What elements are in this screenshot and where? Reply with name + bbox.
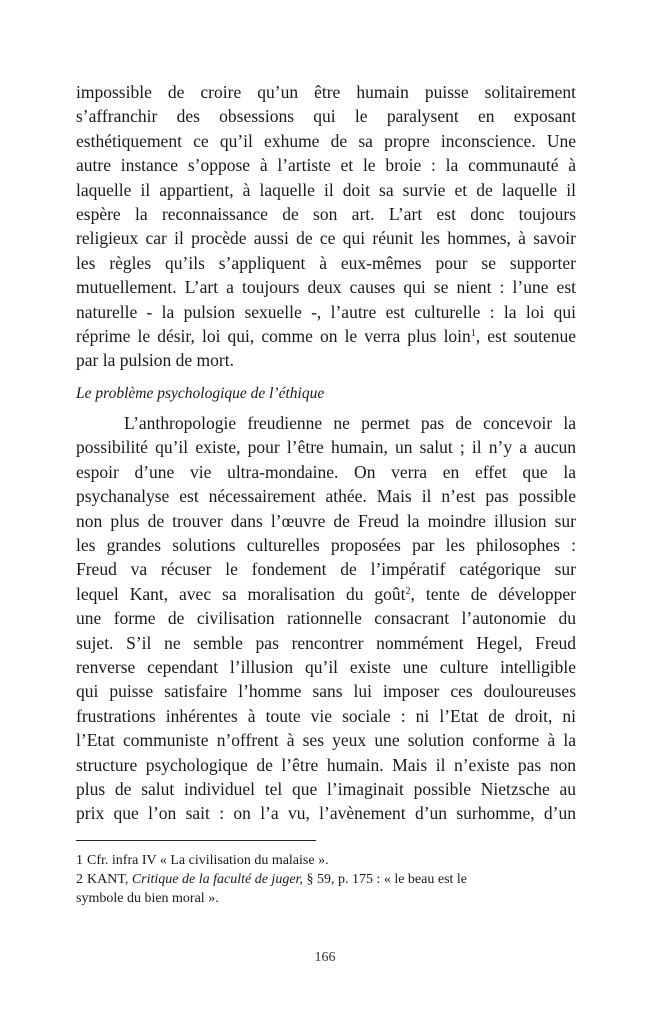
text-line: possibilité qu’il existe, pour l’être humain, un salut ; il n’y a aucun bbox=[76, 437, 576, 458]
footnote-author: KANT, bbox=[87, 871, 132, 887]
footnote-ref-2[interactable]: 2 bbox=[405, 585, 411, 597]
footnote-mark: 2 bbox=[76, 871, 83, 887]
section-heading: Le problème psychologique de l’éthique bbox=[76, 384, 325, 402]
paragraph-2 bbox=[76, 411, 576, 826]
text-segment: lequel Kant, avec sa moralisation du goût bbox=[76, 583, 406, 604]
footnote-text: Cfr. infra IV « La civilisation du malaise ». bbox=[87, 852, 329, 868]
text-line: qui puisse satisfaire l’homme sans lui imposer ces douloureuses bbox=[76, 681, 576, 702]
text-line: espère la reconnaissance de son art. L’art est donc toujours bbox=[76, 204, 576, 225]
text-line: non plus de trouver dans l’œuvre de Freud la moindre illusion sur bbox=[76, 510, 576, 531]
text-line-with-footnote bbox=[76, 582, 576, 606]
text-segment: , est soutenue bbox=[475, 326, 576, 347]
page-body bbox=[76, 80, 576, 908]
text-line: esthétiquement ce qu’il exhume de sa propre inconscience. Une bbox=[76, 130, 576, 151]
text-line: une forme de civilisation rationnelle consacrant l’autonomie du bbox=[76, 608, 576, 629]
footnote-ref-1[interactable]: 1 bbox=[470, 328, 476, 340]
text-line: L’anthropologie freudienne ne permet pas de concevoir la bbox=[124, 412, 576, 433]
footnotes bbox=[76, 851, 576, 908]
text-line: renverse cependant l’illusion qu’il existe une culture intelligible bbox=[76, 656, 576, 677]
text-line: les grandes solutions culturelles proposées par les philosophes : bbox=[76, 534, 576, 555]
paragraph-1 bbox=[76, 80, 576, 373]
text-line: par la pulsion de mort. bbox=[76, 350, 234, 371]
text-line: prix que l’on sait : on l’a vu, l’avènement d’un surhomme, d’un bbox=[76, 803, 576, 824]
text-line: espoir d’une vie ultra-mondaine. On verra en effet que la bbox=[76, 461, 576, 482]
text-line: structure psychologique de l’être humain. Mais il n’existe pas non bbox=[76, 754, 576, 775]
text-line: plus de salut individuel tel que l’imaginait possible Nietzsche au bbox=[76, 778, 576, 799]
footnote-text: § 59, p. 175 : « le beau est le bbox=[302, 871, 468, 887]
text-line: psychanalyse est nécessairement athée. Mais il n’est pas possible bbox=[76, 486, 576, 507]
text-line: laquelle il appartient, à laquelle il doit sa survie et de laquelle il bbox=[76, 179, 576, 200]
footnote-mark: 1 bbox=[76, 852, 83, 868]
text-line: mutuellement. L’art a toujours deux causes qui se nient : l’une est bbox=[76, 277, 576, 298]
text-line: l’Etat communiste n’offrent à ses yeux une solution conforme à la bbox=[76, 730, 576, 751]
text-line: Freud va récuser le fondement de l’impératif catégorique sur bbox=[76, 559, 576, 580]
footnote-text: symbole du bien moral ». bbox=[76, 890, 219, 906]
page-number: 166 bbox=[314, 950, 336, 965]
text-line: naturelle - la pulsion sexuelle -, l’autre est culturelle : la loi qui bbox=[76, 301, 576, 322]
text-line: autre instance s’oppose à l’artiste et le broie : la communauté à bbox=[76, 155, 576, 176]
text-segment: réprime le désir, loi qui, comme on le verra plus loin bbox=[76, 326, 471, 347]
footnote-divider bbox=[76, 840, 316, 841]
text-line: religieux car il procède aussi de ce qui réunit les hommes, à savoir bbox=[76, 228, 576, 249]
text-line: les règles qu’ils s’appliquent à eux-mêmes pour se supporter bbox=[76, 252, 576, 273]
text-line: sujet. S’il ne semble pas rencontrer nommément Hegel, Freud bbox=[76, 632, 576, 653]
text-line: frustrations inhérentes à toute vie sociale : ni l’Etat de droit, ni bbox=[76, 705, 576, 726]
footnote-book-title: Critique de la faculté de juger, bbox=[131, 871, 303, 887]
text-line: impossible de croire qu’un être humain puisse solitairement bbox=[76, 82, 576, 102]
text-segment: , tente de développer bbox=[410, 583, 576, 604]
text-line-with-footnote bbox=[76, 324, 576, 348]
text-line: s’affranchir des obsessions qui le paralysent en exposant bbox=[76, 106, 576, 127]
footnote-1 bbox=[76, 851, 576, 870]
footnote-2 bbox=[76, 870, 576, 908]
